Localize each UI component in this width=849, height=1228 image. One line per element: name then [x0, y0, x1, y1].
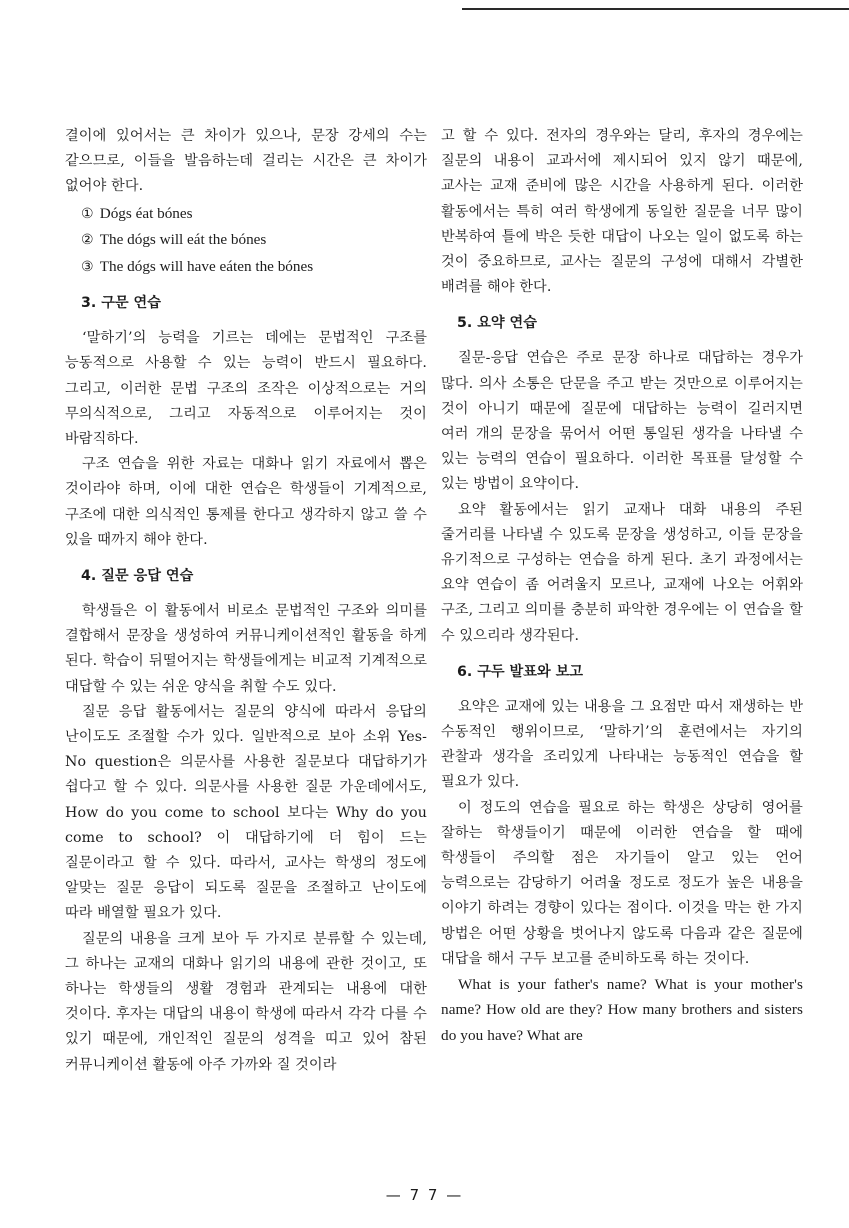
section-4-heading: 4. 질문 응답 연습: [81, 567, 194, 584]
example-3-number: ③: [81, 258, 94, 275]
section-4-paragraph-1: 학생들은 이 활동에서 비로소 문법적인 구조와 의미를 결합해서 문장을 생성하여 커뮤니케이션적인 활동을 하게 된다. 학습이 뒤떨어지는 학생들에게는 비교적 기계적으로 대답할 수 있는 쉬운 양식을 취할 수도 있다.: [65, 602, 427, 695]
example-2-text: The dógs will eát the bónes: [99, 231, 267, 249]
section-3-heading: 3. 구문 연습: [81, 295, 161, 312]
section-6-paragraph-2: 이 정도의 연습을 필요로 하는 학생은 상당히 영어를 잘하는 학생들이기 때문에 이러한 연습을 할 때에 학생들이 주의할 점은 자기들이 알고 있는 언어 능력으로는 감당하기 어려울 정도로 정도가 높은 내용을 이야기 하려는 경향이 있다는 점이다. 이것을 막는 한 가지 방법은 어떤 상황을 벗어나지 않도록 다음과 같은 질문에 대답을 해서 구두 보고를 준비하도록 하는 것이다.: [441, 799, 803, 967]
example-2: [81, 227, 427, 254]
top-rule: [462, 8, 849, 10]
example-1: [81, 201, 427, 228]
left-column: [65, 124, 427, 1078]
right-column: [441, 124, 803, 1048]
section-6-heading: 6. 구두 발표와 보고: [457, 663, 584, 680]
example-1-number: ①: [81, 205, 94, 222]
intro-paragraph: 결이에 있어서는 큰 차이가 있으나, 문장 강세의 수는 같으므로, 이들을 발음하는데 걸리는 시간은 큰 차이가 없어야 한다.: [65, 128, 427, 195]
continuation-paragraph: 고 할 수 있다. 전자의 경우와는 달리, 후자의 경우에는 질문의 내용이 교과서에 제시되어 있지 않기 때문에, 교사는 교재 준비에 많은 시간을 사용하게 된다. 이러한 활동에서는 특히 여러 학생에게 동일한 질문을 너무 많이 반복하여 틀에 박은 듯한 대답이 나오는 일이 없도록 하는 것이 중요하므로, 교사는 질문의 구성에 대해서 각별한 배려를 해야 한다.: [441, 128, 803, 296]
section-6-english-sample: What is your father's name? What is your mother's name? How old are they? How many brothers and sisters do you have? What are: [441, 976, 803, 1044]
section-4-paragraph-3: 질문의 내용을 크게 보아 두 가지로 분류할 수 있는데, 그 하나는 교재의 대화나 읽기의 내용에 관한 것이고, 또 하나는 학생들의 생활 경험과 관계되는 내용에 대한 것이다. 후자는 대답의 내용이 학생에 따라서 각각 다를 수 있기 때문에, 개인적인 질문의 성격을 띠고 있어 참된 커뮤니케이션 활동에 아주 가까와 질 것이라: [65, 930, 427, 1073]
example-3: [81, 254, 427, 281]
example-1-text: Dógs éat bónes: [99, 204, 193, 222]
section-5-heading: 5. 요약 연습: [457, 315, 537, 332]
example-3-text: The dógs will have eáten the bónes: [99, 257, 314, 275]
section-3-paragraph-2: 구조 연습을 위한 자료는 대화나 읽기 자료에서 뽑은 것이라야 하며, 이에 대한 연습은 학생들이 기계적으로, 구조에 대한 의식적인 통제를 한다고 생각하지 않고 쓸 수 있을 때까지 해야 한다.: [65, 456, 427, 548]
section-4-paragraph-2: 질문 응답 활동에서는 질문의 양식에 따라서 응답의 난이도도 조절할 수가 있다. 일반적으로 보아 소위 Yes-No question은 의문사를 사용한 질문보다 대답하기가 쉽다고 할 수 있다. 의문사를 사용한 질문 가운데에서도, How do you come to school 보다는 Why do you come to school? 이 대답하기에 더 힘이 드는 질문이라고 할 수 있다. 따라서, 교사는 학생의 정도에 알맞는 질문 응답이 되도록 질문을 조절하고 난이도에 따라 배열할 필요가 있다.: [65, 703, 427, 922]
page-number: — 7 7 —: [385, 1186, 464, 1204]
section-5-paragraph-1: 질문-응답 연습은 주로 문장 하나로 대답하는 경우가 많다. 의사 소통은 단문을 주고 받는 것만으로 이루어지는 것이 아니기 때문에 질문에 대답하는 능력이 길러지면 여러 개의 문장을 묶어서 어떤 통일된 생각을 나타낼 수 있는 능력의 연습이 필요하다. 이러한 목표를 달성할 수 있는 방법이 요약이다.: [441, 350, 803, 493]
section-5-paragraph-2: 요약 활동에서는 읽기 교재나 대화 내용의 주된 줄거리를 나타낼 수 있도록 문장을 생성하고, 이들 문장을 유기적으로 구성하는 연습을 하게 된다. 초기 과정에서는 요약 연습이 좀 어려울지 모르나, 교재에 나오는 어휘와 구조, 그리고 의미를 충분히 파악한 경우에는 이 연습을 할 수 있으리라 생각된다.: [441, 501, 803, 644]
section-6-paragraph-1: 요약은 교재에 있는 내용을 그 요점만 따서 재생하는 반 수동적인 행위이므로, ‘말하기’의 훈련에서는 자기의 관찰과 생각을 조리있게 나타내는 능동적인 연습을 할 필요가 있다.: [441, 698, 803, 791]
example-2-number: ②: [81, 232, 94, 249]
section-3-paragraph-1: ‘말하기’의 능력을 기르는 데에는 문법적인 구조를 능동적으로 사용할 수 있는 능력이 반드시 필요하다. 그리고, 이러한 문법 구조의 조작은 이상적으로는 거의 무의식적으로, 그리고 자동적으로 이루어지는 것이 바람직하다.: [65, 330, 427, 447]
